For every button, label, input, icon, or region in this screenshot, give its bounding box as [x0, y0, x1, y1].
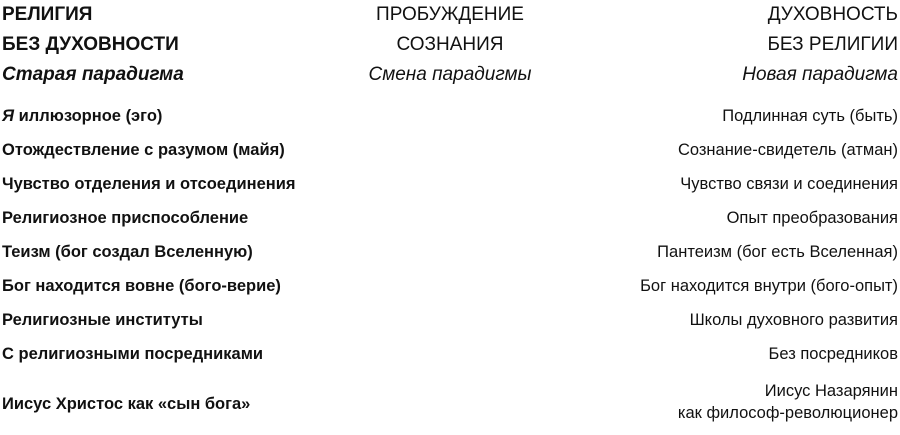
row-right-text: Школы духовного развития — [689, 311, 898, 329]
row-left-text — [2, 106, 162, 126]
header-old-caption: Старая парадигма — [2, 64, 184, 85]
row-right-line-2: как философ-революционер — [677, 404, 898, 422]
header-shift-caption: Смена парадигмы — [368, 64, 532, 85]
table-row — [0, 103, 900, 137]
row-left-text: Религиозное приспособление — [2, 209, 249, 227]
row-right-text: Чувство связи и соединения — [680, 175, 898, 193]
row-left-text: Иисус Христос как «сын бога» — [2, 395, 251, 413]
table-row — [0, 375, 900, 435]
comparison-rows — [0, 103, 900, 435]
header-shift-subtitle: СОЗНАНИЯ — [396, 34, 504, 55]
row-right-text: Бог находится внутри (бого-опыт) — [640, 277, 898, 295]
table-row — [0, 307, 900, 341]
row-right-text: Пантеизм (бог есть Вселенная) — [657, 243, 898, 261]
header-new-caption: Новая парадигма — [742, 64, 898, 85]
table-row — [0, 239, 900, 273]
row-right-line-1: Иисус Назарянин — [764, 382, 898, 400]
table-row — [0, 137, 900, 171]
row-right-text: Сознание-свидетель (атман) — [677, 141, 898, 159]
row-left-text: Теизм (бог создал Вселенную) — [2, 243, 253, 261]
row-left-text: Бог находится вовне (бого-верие) — [2, 277, 281, 295]
row-left-text: Чувство отделения и отсоединения — [2, 175, 296, 193]
table-row — [0, 171, 900, 205]
row-right-text — [678, 380, 898, 424]
table-header — [0, 0, 900, 96]
header-new-title: ДУХОВНОСТЬ — [767, 4, 898, 25]
row-left-rest: иллюзорное (эго) — [14, 107, 163, 125]
header-new-subtitle: БЕЗ РЕЛИГИИ — [767, 34, 898, 55]
row-left-italic: Я — [2, 107, 15, 125]
row-left-text: Отождествление с разумом (майя) — [2, 141, 285, 159]
row-left-text: С религиозными посредниками — [2, 345, 264, 363]
table-row — [0, 205, 900, 239]
header-old-subtitle: БЕЗ ДУХОВНОСТИ — [2, 34, 179, 55]
row-left-text: Религиозные институты — [2, 311, 203, 329]
header-old-title: РЕЛИГИЯ — [2, 4, 93, 25]
row-right-text: Опыт преобразования — [726, 209, 898, 227]
header-new-paradigm — [742, 0, 898, 90]
row-right-text: Подлинная суть (быть) — [722, 107, 898, 125]
row-right-text: Без посредников — [768, 345, 898, 363]
table-row — [0, 341, 900, 375]
table-row — [0, 273, 900, 307]
header-shift — [300, 0, 600, 90]
header-old-paradigm — [2, 0, 184, 90]
header-shift-title: ПРОБУЖДЕНИЕ — [376, 4, 524, 25]
